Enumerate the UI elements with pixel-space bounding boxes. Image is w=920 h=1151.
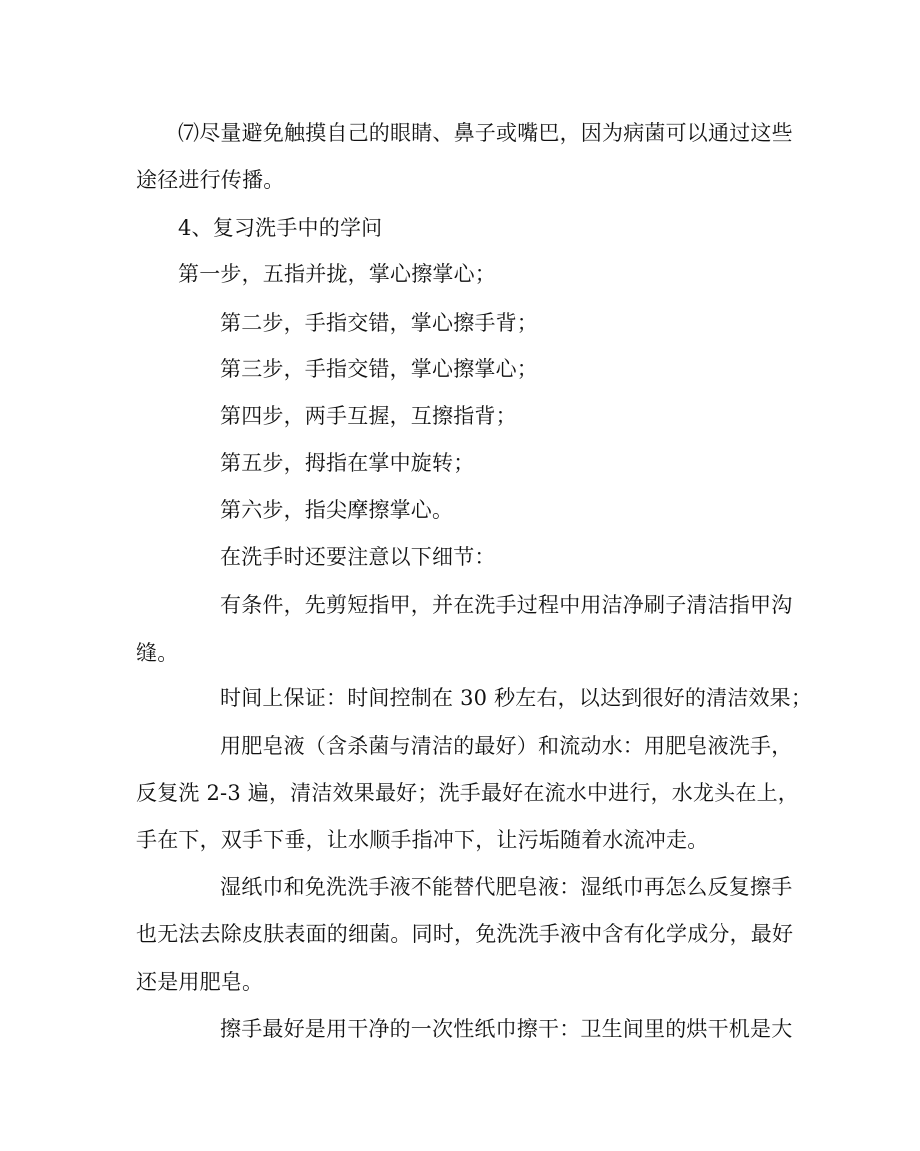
text-line: 第二步，手指交错，掌心擦手背； xyxy=(220,311,538,335)
text-line: 第三步，手指交错，掌心擦掌心； xyxy=(220,357,538,381)
text-line: 途径进行传播。 xyxy=(136,168,285,192)
text-line: 第一步，五指并拢，掌心擦掌心； xyxy=(178,262,496,286)
text-line: 第四步，两手互握，互擦指背； xyxy=(220,404,517,428)
text-line: 擦手最好是用干净的一次性纸巾擦干：卫生间里的烘干机是大 xyxy=(220,1017,793,1041)
text-line: 时间上保证：时间控制在 30 秒左右，以达到很好的清洁效果； xyxy=(220,686,813,710)
text-line: 第六步，指尖摩擦掌心。 xyxy=(220,498,454,522)
text-line: 在洗手时还要注意以下细节： xyxy=(220,545,496,569)
text-line: 也无法去除皮肤表面的细菌。同时，免洗洗手液中含有化学成分，最好 xyxy=(136,922,794,946)
text-line: 有条件，先剪短指甲，并在洗手过程中用洁净刷子清洁指甲沟 xyxy=(220,593,793,617)
text-line: 缝。 xyxy=(136,641,179,665)
text-line: 反复洗 2-3 遍，清洁效果最好；洗手最好在流水中进行，水龙头在上， xyxy=(136,781,799,805)
text-line: 还是用肥皂。 xyxy=(136,970,264,994)
text-line: ⑺尽量避免触摸自己的眼睛、鼻子或嘴巴，因为病菌可以通过这些 xyxy=(178,121,793,145)
text-line: 第五步，拇指在掌中旋转； xyxy=(220,451,475,475)
text-line: 湿纸巾和免洗洗手液不能替代肥皂液：湿纸巾再怎么反复擦手 xyxy=(220,875,793,899)
text-line: 用肥皂液（含杀菌与清洁的最好）和流动水：用肥皂液洗手， xyxy=(220,734,793,758)
text-line: 手在下，双手下垂，让水顺手指冲下，让污垢随着水流冲走。 xyxy=(136,828,709,852)
section-heading: 4、复习洗手中的学问 xyxy=(178,216,383,240)
